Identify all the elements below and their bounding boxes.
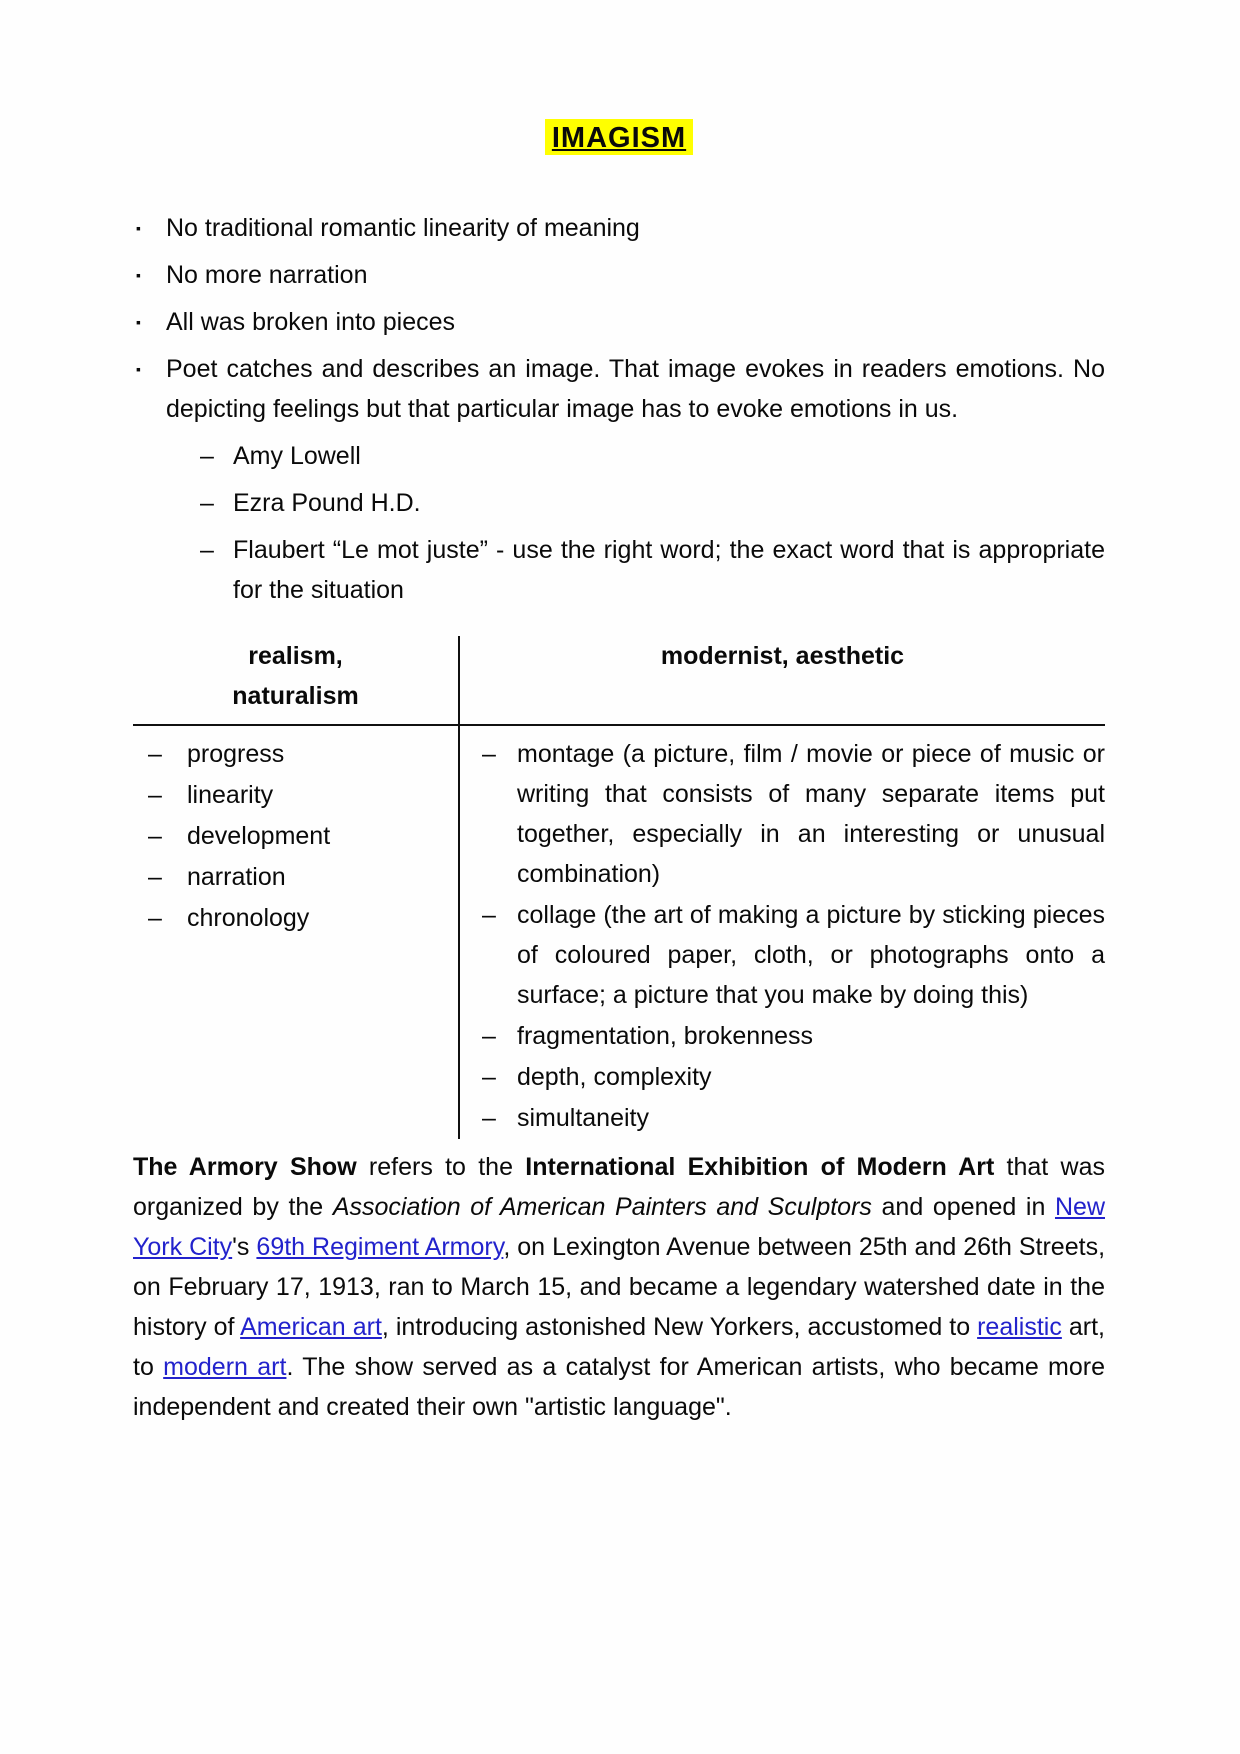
- hyperlink[interactable]: American art: [240, 1313, 382, 1341]
- text-segment: , on Lexington Avenue between 25th and 26th Streets, on February 17, 1913, ran to March 15, and became a legendary watershed date in the history of: [133, 1233, 1106, 1341]
- bullet-item: [133, 208, 1105, 248]
- text-segment: art, to: [133, 1313, 1105, 1381]
- text-segment: . The show served as a catalyst for American artists, who became more independent and created their own "artistic language".: [133, 1353, 1106, 1421]
- bullet-item: [133, 302, 1105, 342]
- table-right-item-text: depth, complexity: [517, 1063, 712, 1091]
- author-item: [200, 483, 1105, 523]
- dash-bullet-icon: –: [148, 863, 162, 891]
- bullet-item: [133, 349, 1105, 429]
- table-right-item: [482, 1016, 1105, 1056]
- dash-bullet-icon: –: [482, 740, 496, 768]
- square-bullet-icon: ▪: [136, 361, 141, 377]
- dash-bullet-icon: –: [482, 901, 496, 929]
- square-bullet-icon: ▪: [136, 220, 141, 236]
- text-segment: 's: [232, 1233, 257, 1261]
- text-segment: refers to the: [356, 1153, 526, 1181]
- table-left-item: [148, 857, 458, 897]
- dash-bullet-icon: –: [148, 740, 162, 768]
- author-list: [133, 436, 1105, 610]
- bullet-text: All was broken into pieces: [166, 308, 456, 336]
- dash-bullet-icon: –: [200, 536, 214, 564]
- dash-bullet-icon: –: [148, 904, 162, 932]
- hyperlink[interactable]: realistic: [977, 1313, 1062, 1341]
- table-left-item-text: progress: [187, 740, 285, 768]
- table-right-item-text: simultaneity: [517, 1104, 649, 1132]
- table-left-item-text: linearity: [187, 781, 274, 809]
- table-left-item-text: development: [187, 822, 331, 850]
- table-left-item-text: narration: [187, 863, 286, 891]
- table-right-item: [482, 1057, 1105, 1097]
- dash-bullet-icon: –: [148, 822, 162, 850]
- bullet-text: No traditional romantic linearity of meaning: [166, 214, 640, 242]
- bullet-list: [133, 208, 1105, 429]
- table-right-item-text: fragmentation, brokenness: [517, 1022, 814, 1050]
- dash-bullet-icon: –: [482, 1022, 496, 1050]
- text-segment: Association of American Painters and Sculptors: [332, 1193, 872, 1221]
- text-segment: , introducing astonished New Yorkers, accustomed to: [381, 1313, 978, 1341]
- table-left-item-text: chronology: [187, 904, 310, 932]
- author-item-text: Flaubert “Le mot juste” - use the right word; the exact word that is appropriate for the situation: [233, 536, 1105, 604]
- table-column-right: [458, 724, 1105, 1139]
- table-right-item-text: collage (the art of making a picture by sticking pieces of coloured paper, cloth, or photographs onto a surface; a picture that you make by doing this): [517, 901, 1105, 1009]
- text-segment: that was organized by the: [133, 1153, 1105, 1221]
- dash-bullet-icon: –: [200, 442, 214, 470]
- table-right-item: [482, 1098, 1105, 1138]
- dash-bullet-icon: –: [200, 489, 214, 517]
- comparison-table: [133, 636, 1105, 1139]
- bullet-text: No more narration: [166, 261, 368, 289]
- table-header-left-line2: naturalism: [232, 682, 359, 710]
- table-left-item: [148, 898, 458, 938]
- author-item: [200, 436, 1105, 476]
- table-left-item: [148, 734, 458, 774]
- bullet-text: Poet catches and describes an image. That image evokes in readers emotions. No depicting feelings but that particular image has to evoke emotions in us.: [166, 355, 1105, 423]
- square-bullet-icon: ▪: [136, 267, 141, 283]
- dash-bullet-icon: –: [482, 1104, 496, 1132]
- author-item: [200, 530, 1105, 610]
- bullet-item: [133, 255, 1105, 295]
- text-segment: International Exhibition of Modern Art: [525, 1153, 995, 1181]
- hyperlink[interactable]: modern art: [163, 1353, 287, 1381]
- table-right-item-text: montage (a picture, film / movie or piece of music or writing that consists of many separate items put together, especially in an interesting or unusual combination): [517, 740, 1105, 888]
- text-segment: and opened in: [871, 1193, 1055, 1221]
- author-item-text: Amy Lowell: [233, 442, 361, 470]
- page-title: IMAGISM: [545, 119, 693, 155]
- title-row: [133, 118, 1105, 158]
- table-right-item: [482, 734, 1105, 894]
- hyperlink[interactable]: 69th Regiment Armory: [256, 1233, 504, 1261]
- armory-paragraph: [133, 1147, 1105, 1427]
- text-segment: The Armory Show: [133, 1153, 357, 1181]
- dash-bullet-icon: –: [482, 1063, 496, 1091]
- square-bullet-icon: ▪: [136, 314, 141, 330]
- table-left-item: [148, 775, 458, 815]
- hyperlink[interactable]: New York City: [133, 1193, 1105, 1261]
- table-left-item: [148, 816, 458, 856]
- table-header-left: [133, 636, 458, 724]
- table-header-left-line1: realism,: [248, 642, 343, 670]
- table-column-left: [133, 724, 458, 1139]
- dash-bullet-icon: –: [148, 781, 162, 809]
- author-item-text: Ezra Pound H.D.: [233, 489, 421, 517]
- table-header-right: modernist, aesthetic: [458, 636, 1105, 724]
- table-right-item: [482, 895, 1105, 1015]
